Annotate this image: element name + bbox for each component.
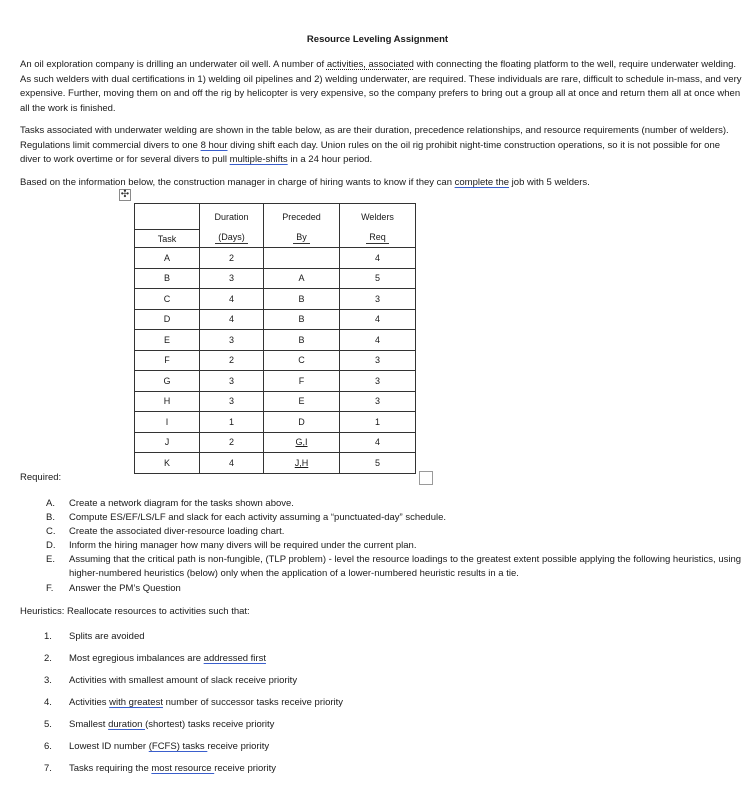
header-days-label: (Days)	[215, 232, 248, 244]
heuristic-text	[69, 697, 343, 708]
predecessor-text: G,I	[295, 437, 308, 448]
header-top-task	[135, 204, 200, 230]
heuristic-text	[69, 653, 266, 664]
required-item-text: Compute ES/EF/LS/LF and slack for each activity assuming a “punctuated-day” schedule.	[69, 512, 447, 523]
welders-cell: 3	[340, 350, 416, 371]
required-item-letter: E.	[46, 554, 55, 565]
welders-cell: 4	[340, 248, 416, 269]
table-row	[135, 432, 416, 453]
task-cell: G	[135, 371, 200, 392]
p3-text-a: Based on the information below, the construction manager in charge of hiring wants to know if they can	[20, 177, 455, 188]
duration-cell: 1	[200, 412, 264, 433]
heuristic-number: 6.	[44, 741, 52, 752]
table-row	[135, 412, 416, 433]
tasks-paragraph	[20, 124, 742, 168]
duration-cell: 3	[200, 391, 264, 412]
heuristic-number: 7.	[44, 763, 52, 774]
duration-cell: 4	[200, 289, 264, 310]
task-table	[134, 203, 416, 474]
predecessor-cell: B	[264, 289, 340, 310]
heuristic-text-c: receive priority	[207, 741, 270, 752]
duration-cell: 4	[200, 453, 264, 474]
p2-text-d: diving shift each day. Union rules on the oil rig prohibit night-time construction operations, so it is not possible for one diver to work overtime or for several divers to pull	[20, 139, 721, 166]
header-task-label: Task	[157, 233, 177, 244]
heuristic-text-a: Activities with smallest amount of slack receive priority	[69, 675, 298, 686]
task-cell: I	[135, 412, 200, 433]
p3-text-b: complete the	[454, 177, 510, 188]
p1-text-c: activities, associated	[326, 59, 414, 70]
table-move-handle-icon[interactable]: ✣	[120, 189, 130, 200]
heuristic-text	[69, 719, 274, 730]
p1-text-a: An oil exploration company is drilling an underwater oil well.	[20, 59, 271, 70]
required-item-text: Create the associated diver-resource loading chart.	[69, 526, 285, 537]
duration-cell: 3	[200, 268, 264, 289]
welders-cell: 4	[340, 432, 416, 453]
heuristic-text-underlined: with greatest	[109, 697, 163, 708]
heuristic-text-a: Tasks requiring the	[69, 763, 152, 774]
predecessor-cell: E	[264, 391, 340, 412]
heuristic-text	[69, 763, 276, 774]
predecessor-cell: B	[264, 330, 340, 351]
duration-cell: 3	[200, 330, 264, 351]
table-resize-handle[interactable]	[419, 471, 433, 485]
table-row	[135, 289, 416, 310]
heuristic-text	[69, 675, 297, 686]
heuristic-number: 3.	[44, 675, 52, 686]
header-req	[340, 230, 416, 248]
required-item-letter: F.	[46, 583, 54, 594]
welders-cell: 1	[340, 412, 416, 433]
required-item-letter: C.	[46, 526, 56, 537]
heuristic-text-a: Smallest	[69, 719, 109, 730]
required-item-text: Answer the PM’s Question	[69, 583, 181, 594]
heuristic-text-a: Most egregious imbalances are	[69, 653, 204, 664]
heuristic-number: 2.	[44, 653, 52, 664]
predecessor-cell: D	[264, 412, 340, 433]
required-item-letter: A.	[46, 498, 55, 509]
welders-cell: 5	[340, 453, 416, 474]
p1-text-e: These individuals are rare, difficult to schedule in-mass, and very expensive. Further, moving them on and off the rig by helicopter is very expensive, so the company prefers to bring out a group all at once and return them all at once when all the work is finished.	[20, 73, 742, 114]
table-row	[135, 330, 416, 351]
welders-cell: 4	[340, 309, 416, 330]
document-title: Resource Leveling Assignment	[306, 34, 449, 45]
welders-cell: 5	[340, 268, 416, 289]
table-row	[135, 391, 416, 412]
task-cell: C	[135, 289, 200, 310]
heuristics-label: Heuristics: Reallocate resources to activities such that:	[20, 606, 250, 617]
heuristic-number: 5.	[44, 719, 52, 730]
duration-cell: 2	[200, 248, 264, 269]
heuristic-text-a: Lowest ID number	[69, 741, 149, 752]
p2-text-c: 8 hour	[200, 139, 228, 151]
heuristic-text-c: receive priority	[214, 763, 276, 774]
heuristic-text-underlined: (FCFS) tasks	[148, 741, 208, 752]
table-header-row-bottom	[135, 230, 416, 248]
table-row	[135, 309, 416, 330]
welders-cell: 3	[340, 289, 416, 310]
predecessor-cell: B	[264, 309, 340, 330]
heuristic-text-underlined: most resource	[151, 763, 215, 774]
predecessor-text: J,H	[294, 457, 309, 468]
duration-cell: 2	[200, 432, 264, 453]
predecessor-cell	[264, 248, 340, 269]
table-header-row-top	[135, 204, 416, 230]
task-cell: A	[135, 248, 200, 269]
predecessor-cell	[264, 453, 340, 474]
heuristic-text-c: number of successor tasks receive priority	[163, 697, 344, 708]
header-top-preceded: Preceded	[264, 204, 340, 230]
p2-text-e: multiple-shifts	[229, 154, 288, 166]
task-cell: J	[135, 432, 200, 453]
header-by	[264, 230, 340, 248]
p1-text-d: with connecting the floating platform to the well, require underwater welding. As such welders with dual certifications in 1) welding oil pipelines and 2) welding underwater, are required.	[20, 59, 737, 85]
heuristic-text	[69, 741, 269, 752]
heuristic-text-a: Activities	[69, 697, 110, 708]
header-days	[200, 230, 264, 248]
header-req-label: Req	[366, 232, 389, 244]
table-row	[135, 371, 416, 392]
predecessor-cell: C	[264, 350, 340, 371]
welders-cell: 3	[340, 391, 416, 412]
p2-text-a: Tasks associated with underwater welding are shown in the table below, as are their duration, precedence relationships, and resource requirements (number of welders).	[20, 125, 729, 136]
p2-text-b: Regulations limit commercial divers to one	[20, 139, 201, 151]
heuristic-text-c: (shortest) tasks receive priority	[145, 719, 275, 730]
required-item-text: Inform the hiring manager how many divers will be required under the current plan.	[69, 540, 417, 551]
table-row	[135, 268, 416, 289]
required-label: Required:	[20, 472, 62, 483]
header-by-label: By	[293, 232, 310, 244]
duration-cell: 4	[200, 309, 264, 330]
heuristic-text	[69, 631, 145, 642]
welders-cell: 4	[340, 330, 416, 351]
required-item-letter: D.	[46, 540, 56, 551]
table-row	[135, 248, 416, 269]
p3-text-c: job with 5 welders.	[509, 177, 590, 188]
duration-cell: 3	[200, 371, 264, 392]
required-item-letter: B.	[46, 512, 55, 523]
duration-cell: 2	[200, 350, 264, 371]
predecessor-cell: A	[264, 268, 340, 289]
heuristic-text-underlined: addressed first	[203, 653, 266, 664]
heuristic-number: 1.	[44, 631, 52, 642]
task-cell: F	[135, 350, 200, 371]
task-cell: H	[135, 391, 200, 412]
heuristic-number: 4.	[44, 697, 52, 708]
predecessor-cell	[264, 432, 340, 453]
task-cell: K	[135, 453, 200, 474]
predecessor-cell: F	[264, 371, 340, 392]
intro-paragraph	[20, 58, 742, 116]
required-item-text: Create a network diagram for the tasks shown above.	[69, 498, 294, 509]
header-top-duration: Duration	[200, 204, 264, 230]
required-item-text: Assuming that the critical path is non-fungible, (TLP problem) - level the resource loadings to the greatest extent possible applying the following heuristics, using higher-numbered heuristics (below) only when the application of a lower-numbered heuristic results in a tie.	[69, 554, 742, 580]
welders-cell: 3	[340, 371, 416, 392]
header-task	[135, 230, 200, 248]
task-cell: B	[135, 268, 200, 289]
table-row	[135, 453, 416, 474]
table-row	[135, 350, 416, 371]
p1-text-b: A number of	[270, 59, 327, 70]
p2-text-f: in a 24 hour period.	[287, 154, 373, 166]
heuristic-text-underlined: duration	[108, 719, 146, 730]
task-cell: D	[135, 309, 200, 330]
header-top-welders: Welders	[340, 204, 416, 230]
heuristic-text-a: Splits are avoided	[69, 631, 145, 642]
task-cell: E	[135, 330, 200, 351]
